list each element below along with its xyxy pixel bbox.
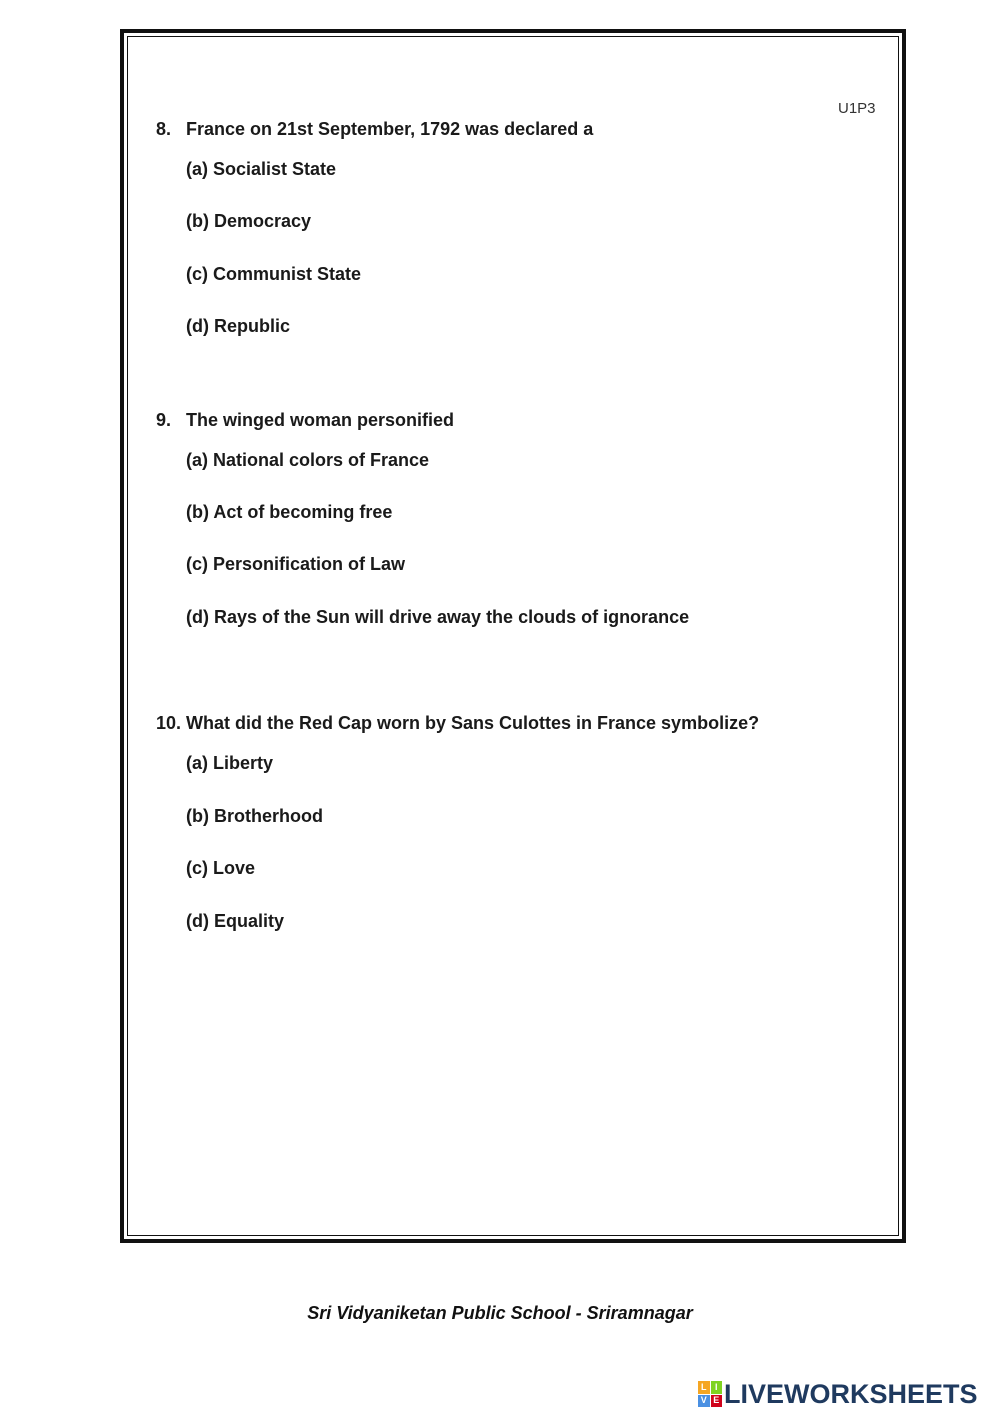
logo-cell: I bbox=[711, 1381, 723, 1394]
logo-cell: V bbox=[698, 1395, 710, 1408]
option-a[interactable]: (a) Liberty bbox=[186, 753, 274, 773]
option-d[interactable]: (d) Equality bbox=[186, 911, 284, 931]
option-d[interactable]: (d) Rays of the Sun will drive away the clouds of ignorance bbox=[186, 607, 690, 627]
liveworksheets-logo[interactable] bbox=[698, 1378, 978, 1410]
question-number: 8. bbox=[156, 119, 172, 139]
question-number: 9. bbox=[156, 410, 172, 430]
logo-cell: E bbox=[711, 1395, 723, 1408]
option-c[interactable]: (c) Communist State bbox=[186, 264, 362, 284]
option-d[interactable]: (d) Republic bbox=[186, 316, 290, 336]
question-number: 10. bbox=[156, 713, 182, 733]
question-text: What did the Red Cap worn by Sans Culottes in France symbolize? bbox=[186, 713, 760, 733]
option-c[interactable]: (c) Personification of Law bbox=[186, 554, 406, 574]
question-text: France on 21st September, 1792 was declared a bbox=[186, 119, 594, 139]
page-code: U1P3 bbox=[838, 100, 876, 117]
option-a[interactable]: (a) National colors of France bbox=[186, 450, 430, 470]
option-c[interactable]: (c) Love bbox=[186, 858, 256, 878]
school-footer: Sri Vidyaniketan Public School - Sriramnagar bbox=[307, 1303, 693, 1323]
option-a[interactable]: (a) Socialist State bbox=[186, 159, 337, 179]
question-text: The winged woman personified bbox=[186, 410, 455, 430]
option-b[interactable]: (b) Act of becoming free bbox=[186, 502, 393, 522]
liveworksheets-logo-text: LIVEWORKSHEETS bbox=[724, 1378, 978, 1409]
option-b[interactable]: (b) Brotherhood bbox=[186, 806, 323, 826]
logo-cell: L bbox=[698, 1381, 710, 1394]
option-b[interactable]: (b) Democracy bbox=[186, 211, 312, 231]
liveworksheets-logo-icon bbox=[698, 1381, 722, 1407]
